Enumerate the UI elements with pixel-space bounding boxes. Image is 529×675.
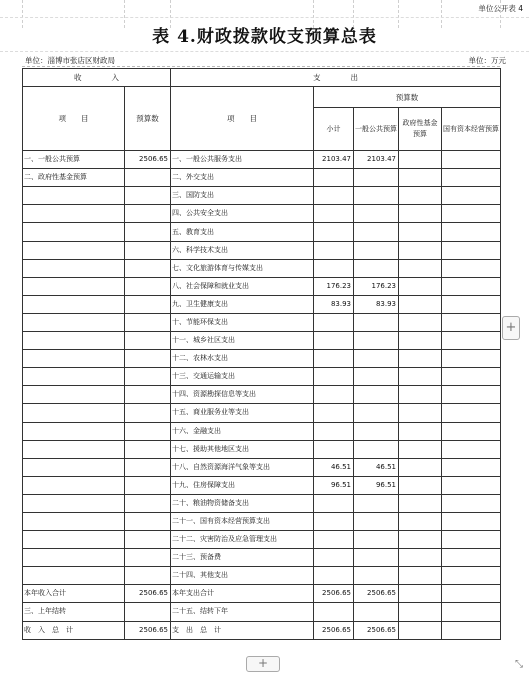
expense-capital-cell[interactable] — [442, 368, 501, 386]
header-expense: 支 出 — [171, 69, 501, 87]
expense-general-cell[interactable] — [354, 223, 399, 241]
expense-fund-cell[interactable] — [399, 567, 442, 585]
unit-label-right: 单位：万元 — [468, 56, 506, 65]
income-item-cell[interactable] — [23, 241, 125, 259]
expense-item-cell[interactable]: 二十二、灾害防治及应急管理支出 — [171, 531, 314, 549]
income-item-cell[interactable] — [23, 277, 125, 295]
expense-subtotal-cell[interactable] — [314, 223, 354, 241]
income-value-cell[interactable] — [125, 458, 171, 476]
resize-handle-icon[interactable]: ⤡ — [515, 659, 523, 670]
expense-general-cell[interactable] — [354, 350, 399, 368]
expense-fund-cell[interactable] — [399, 205, 442, 223]
expense-capital-cell[interactable] — [442, 567, 501, 585]
income-value-cell[interactable] — [125, 404, 171, 422]
expense-subtotal-cell[interactable] — [314, 512, 354, 530]
expense-fund-cell[interactable] — [399, 368, 442, 386]
expense-subtotal-cell[interactable]: 46.51 — [314, 458, 354, 476]
income-value-cell[interactable] — [125, 205, 171, 223]
expense-item-cell[interactable]: 支 出 总 计 — [171, 621, 314, 639]
expense-fund-cell[interactable] — [399, 295, 442, 313]
income-value-cell[interactable] — [125, 440, 171, 458]
table-row — [23, 187, 501, 205]
expense-capital-cell[interactable] — [442, 512, 501, 530]
income-item-cell[interactable]: 本年收入合计 — [23, 585, 125, 603]
expense-item-cell[interactable]: 五、教育支出 — [171, 223, 314, 241]
income-item-cell[interactable] — [23, 295, 125, 313]
expense-general-cell[interactable] — [354, 422, 399, 440]
expense-subtotal-cell[interactable]: 96.51 — [314, 476, 354, 494]
income-item-cell[interactable] — [23, 223, 125, 241]
expense-general-cell[interactable] — [354, 440, 399, 458]
header-budget-num: 预算数 — [125, 87, 171, 151]
expense-item-cell[interactable]: 二十一、国有资本经营预算支出 — [171, 512, 314, 530]
income-item-cell[interactable] — [23, 259, 125, 277]
expense-general-cell[interactable] — [354, 404, 399, 422]
expense-general-cell[interactable] — [354, 332, 399, 350]
table-row — [23, 241, 501, 259]
income-item-cell[interactable]: 收 入 总 计 — [23, 621, 125, 639]
expense-item-cell[interactable]: 三、国防支出 — [171, 187, 314, 205]
expense-subtotal-cell[interactable] — [314, 567, 354, 585]
expense-subtotal-cell[interactable] — [314, 531, 354, 549]
expense-fund-cell[interactable] — [399, 549, 442, 567]
expense-item-cell[interactable]: 十、节能环保支出 — [171, 313, 314, 331]
expense-capital-cell[interactable] — [442, 169, 501, 187]
income-value-cell[interactable] — [125, 187, 171, 205]
income-item-cell[interactable]: 一、一般公共预算 — [23, 151, 125, 169]
income-item-cell[interactable] — [23, 350, 125, 368]
income-item-cell[interactable] — [23, 368, 125, 386]
table-row — [23, 549, 501, 567]
header-item-left: 项 目 — [23, 87, 125, 151]
income-value-cell[interactable]: 2506.65 — [125, 585, 171, 603]
table-row — [23, 567, 501, 585]
table-row — [23, 621, 501, 639]
expense-item-cell[interactable]: 十五、商业服务业等支出 — [171, 404, 314, 422]
budget-table — [22, 68, 501, 640]
table-row — [23, 440, 501, 458]
expense-subtotal-cell[interactable] — [314, 386, 354, 404]
income-value-cell[interactable]: 2506.65 — [125, 151, 171, 169]
income-item-cell[interactable] — [23, 404, 125, 422]
expense-fund-cell[interactable] — [399, 151, 442, 169]
income-item-cell[interactable] — [23, 494, 125, 512]
header-budget-group: 预算数 — [314, 87, 501, 108]
expense-item-cell[interactable]: 二十、粮油物资储备支出 — [171, 494, 314, 512]
expense-fund-cell[interactable] — [399, 512, 442, 530]
expense-fund-cell[interactable] — [399, 187, 442, 205]
expense-subtotal-cell[interactable] — [314, 241, 354, 259]
expense-item-cell[interactable]: 八、社会保障和就业支出 — [171, 277, 314, 295]
plus-icon: + — [257, 656, 269, 670]
expense-subtotal-cell[interactable]: 2506.65 — [314, 585, 354, 603]
income-item-cell[interactable]: 二、政府性基金预算 — [23, 169, 125, 187]
table-row — [23, 458, 501, 476]
expense-item-cell[interactable]: 十四、资源勘探信息等支出 — [171, 386, 314, 404]
income-item-cell[interactable]: 三、上年结转 — [23, 603, 125, 621]
expense-general-cell[interactable] — [354, 259, 399, 277]
expense-fund-cell[interactable] — [399, 241, 442, 259]
table-row — [23, 368, 501, 386]
table-row — [23, 476, 501, 494]
income-item-cell[interactable] — [23, 440, 125, 458]
expense-item-cell[interactable]: 六、科学技术支出 — [171, 241, 314, 259]
expense-capital-cell[interactable] — [442, 151, 501, 169]
expense-subtotal-cell[interactable] — [314, 313, 354, 331]
expense-fund-cell[interactable] — [399, 277, 442, 295]
expense-general-cell[interactable] — [354, 531, 399, 549]
expense-item-cell[interactable]: 十九、住房保障支出 — [171, 476, 314, 494]
expense-general-cell[interactable]: 2103.47 — [354, 151, 399, 169]
table-row — [23, 259, 501, 277]
expense-item-cell[interactable]: 一、一般公共服务支出 — [171, 151, 314, 169]
table-row — [23, 295, 501, 313]
header-item-right: 项 目 — [171, 87, 314, 151]
income-value-cell[interactable] — [125, 241, 171, 259]
unit-label-left: 单位：淄博市张店区财政局 — [25, 56, 115, 65]
expense-capital-cell[interactable] — [442, 295, 501, 313]
expense-general-cell[interactable]: 176.23 — [354, 277, 399, 295]
expense-fund-cell[interactable] — [399, 621, 442, 639]
table-row — [23, 404, 501, 422]
expense-subtotal-cell[interactable]: 83.93 — [314, 295, 354, 313]
income-value-cell[interactable]: 2506.65 — [125, 621, 171, 639]
expense-general-cell[interactable]: 46.51 — [354, 458, 399, 476]
expense-capital-cell[interactable] — [442, 386, 501, 404]
expense-fund-cell[interactable] — [399, 494, 442, 512]
table-row — [23, 350, 501, 368]
expense-item-cell[interactable]: 十一、城乡社区支出 — [171, 332, 314, 350]
expense-capital-cell[interactable] — [442, 404, 501, 422]
table-row — [23, 151, 501, 169]
expense-capital-cell[interactable] — [442, 259, 501, 277]
grid-line — [0, 17, 529, 18]
table-row — [23, 422, 501, 440]
income-item-cell[interactable] — [23, 567, 125, 585]
expense-subtotal-cell[interactable]: 2506.65 — [314, 621, 354, 639]
expense-item-cell[interactable]: 二十五、结转下年 — [171, 603, 314, 621]
header-state-capital: 国有资本经营预算 — [442, 108, 501, 151]
expense-capital-cell[interactable] — [442, 205, 501, 223]
expense-fund-cell[interactable] — [399, 223, 442, 241]
expense-capital-cell[interactable] — [442, 422, 501, 440]
income-value-cell[interactable] — [125, 350, 171, 368]
expense-fund-cell[interactable] — [399, 458, 442, 476]
table-row — [23, 205, 501, 223]
expense-general-cell[interactable] — [354, 386, 399, 404]
income-value-cell[interactable] — [125, 368, 171, 386]
expense-subtotal-cell[interactable] — [314, 603, 354, 621]
expense-subtotal-cell[interactable] — [314, 350, 354, 368]
income-value-cell[interactable] — [125, 169, 171, 187]
expense-fund-cell[interactable] — [399, 259, 442, 277]
income-value-cell[interactable] — [125, 277, 171, 295]
income-item-cell[interactable] — [23, 422, 125, 440]
expense-fund-cell[interactable] — [399, 476, 442, 494]
income-item-cell[interactable] — [23, 512, 125, 530]
expense-general-cell[interactable]: 2506.65 — [354, 621, 399, 639]
add-row-button[interactable] — [246, 656, 280, 672]
table-row — [23, 585, 501, 603]
income-value-cell[interactable] — [125, 422, 171, 440]
expense-subtotal-cell[interactable] — [314, 404, 354, 422]
expense-fund-cell[interactable] — [399, 350, 442, 368]
expense-fund-cell[interactable] — [399, 585, 442, 603]
table-row — [23, 512, 501, 530]
income-value-cell[interactable] — [125, 531, 171, 549]
table-row — [23, 494, 501, 512]
expense-capital-cell[interactable] — [442, 241, 501, 259]
income-item-cell[interactable] — [23, 476, 125, 494]
expense-fund-cell[interactable] — [399, 531, 442, 549]
expense-subtotal-cell[interactable]: 2103.47 — [314, 151, 354, 169]
income-value-cell[interactable] — [125, 549, 171, 567]
income-value-cell[interactable] — [125, 386, 171, 404]
expense-capital-cell[interactable] — [442, 621, 501, 639]
income-item-cell[interactable] — [23, 205, 125, 223]
expense-item-cell[interactable]: 十二、农林水支出 — [171, 350, 314, 368]
expense-fund-cell[interactable] — [399, 603, 442, 621]
table-row — [23, 603, 501, 621]
table-body — [23, 151, 501, 640]
expense-subtotal-cell[interactable] — [314, 187, 354, 205]
expense-subtotal-cell[interactable] — [314, 422, 354, 440]
expense-item-cell[interactable]: 九、卫生健康支出 — [171, 295, 314, 313]
expense-item-cell[interactable]: 七、文化旅游体育与传媒支出 — [171, 259, 314, 277]
expense-general-cell[interactable] — [354, 205, 399, 223]
income-item-cell[interactable] — [23, 386, 125, 404]
expense-item-cell[interactable]: 二、外交支出 — [171, 169, 314, 187]
expense-general-cell[interactable] — [354, 603, 399, 621]
expense-fund-cell[interactable] — [399, 440, 442, 458]
expense-general-cell[interactable] — [354, 494, 399, 512]
income-value-cell[interactable] — [125, 223, 171, 241]
expense-fund-cell[interactable] — [399, 169, 442, 187]
expense-general-cell[interactable] — [354, 313, 399, 331]
expense-item-cell[interactable]: 十七、援助其他地区支出 — [171, 440, 314, 458]
table-row — [23, 313, 501, 331]
expense-fund-cell[interactable] — [399, 386, 442, 404]
expense-capital-cell[interactable] — [442, 350, 501, 368]
expense-item-cell[interactable]: 本年支出合计 — [171, 585, 314, 603]
expense-capital-cell[interactable] — [442, 458, 501, 476]
table-number-note: 单位公开表 4 — [478, 4, 523, 13]
income-value-cell[interactable] — [125, 476, 171, 494]
expense-general-cell[interactable] — [354, 512, 399, 530]
expense-capital-cell[interactable] — [442, 277, 501, 295]
expense-capital-cell[interactable] — [442, 440, 501, 458]
expense-general-cell[interactable] — [354, 169, 399, 187]
income-value-cell[interactable] — [125, 567, 171, 585]
expense-subtotal-cell[interactable] — [314, 549, 354, 567]
expense-item-cell[interactable]: 二十三、预备费 — [171, 549, 314, 567]
divider — [22, 66, 500, 67]
expense-capital-cell[interactable] — [442, 494, 501, 512]
header-general-budget: 一般公共预算 — [354, 108, 399, 151]
income-item-cell[interactable] — [23, 187, 125, 205]
expense-general-cell[interactable]: 2506.65 — [354, 585, 399, 603]
grid-line — [0, 51, 529, 52]
expense-fund-cell[interactable] — [399, 313, 442, 331]
expense-capital-cell[interactable] — [442, 313, 501, 331]
expense-general-cell[interactable] — [354, 241, 399, 259]
income-value-cell[interactable] — [125, 295, 171, 313]
expense-capital-cell[interactable] — [442, 531, 501, 549]
expense-item-cell[interactable]: 二十四、其他支出 — [171, 567, 314, 585]
expense-fund-cell[interactable] — [399, 332, 442, 350]
expense-subtotal-cell[interactable] — [314, 205, 354, 223]
income-item-cell[interactable] — [23, 458, 125, 476]
expense-general-cell[interactable] — [354, 567, 399, 585]
expense-subtotal-cell[interactable] — [314, 259, 354, 277]
expense-subtotal-cell[interactable] — [314, 169, 354, 187]
expense-capital-cell[interactable] — [442, 223, 501, 241]
expense-capital-cell[interactable] — [442, 332, 501, 350]
expense-subtotal-cell[interactable] — [314, 440, 354, 458]
income-item-cell[interactable] — [23, 313, 125, 331]
expense-fund-cell[interactable] — [399, 404, 442, 422]
expense-capital-cell[interactable] — [442, 603, 501, 621]
header-income: 收 入 — [23, 69, 171, 87]
expense-item-cell[interactable]: 十八、自然资源海洋气象等支出 — [171, 458, 314, 476]
income-value-cell[interactable] — [125, 494, 171, 512]
income-value-cell[interactable] — [125, 603, 171, 621]
expense-general-cell[interactable]: 96.51 — [354, 476, 399, 494]
page-title: 表 4.财政拨款收支预算总表 — [152, 27, 377, 47]
table-row — [23, 386, 501, 404]
expense-general-cell[interactable]: 83.93 — [354, 295, 399, 313]
add-column-button[interactable] — [502, 316, 520, 340]
expense-item-cell[interactable]: 十三、交通运输支出 — [171, 368, 314, 386]
expense-item-cell[interactable]: 十六、金融支出 — [171, 422, 314, 440]
table-row — [23, 277, 501, 295]
income-value-cell[interactable] — [125, 332, 171, 350]
plus-icon: + — [505, 320, 517, 335]
expense-subtotal-cell[interactable] — [314, 368, 354, 386]
income-value-cell[interactable] — [125, 512, 171, 530]
expense-capital-cell[interactable] — [442, 585, 501, 603]
expense-subtotal-cell[interactable] — [314, 332, 354, 350]
header-subtotal: 小计 — [314, 108, 354, 151]
table-row — [23, 169, 501, 187]
expense-subtotal-cell[interactable]: 176.23 — [314, 277, 354, 295]
table-row — [23, 531, 501, 549]
income-item-cell[interactable] — [23, 549, 125, 567]
income-value-cell[interactable] — [125, 313, 171, 331]
expense-capital-cell[interactable] — [442, 187, 501, 205]
expense-capital-cell[interactable] — [442, 549, 501, 567]
table-row — [23, 332, 501, 350]
expense-general-cell[interactable] — [354, 368, 399, 386]
expense-subtotal-cell[interactable] — [314, 494, 354, 512]
table-row — [23, 223, 501, 241]
expense-general-cell[interactable] — [354, 549, 399, 567]
income-value-cell[interactable] — [125, 259, 171, 277]
expense-capital-cell[interactable] — [442, 476, 501, 494]
expense-item-cell[interactable]: 四、公共安全支出 — [171, 205, 314, 223]
expense-general-cell[interactable] — [354, 187, 399, 205]
income-item-cell[interactable] — [23, 531, 125, 549]
expense-fund-cell[interactable] — [399, 422, 442, 440]
income-item-cell[interactable] — [23, 332, 125, 350]
header-gov-fund: 政府性基金预算 — [399, 108, 442, 151]
